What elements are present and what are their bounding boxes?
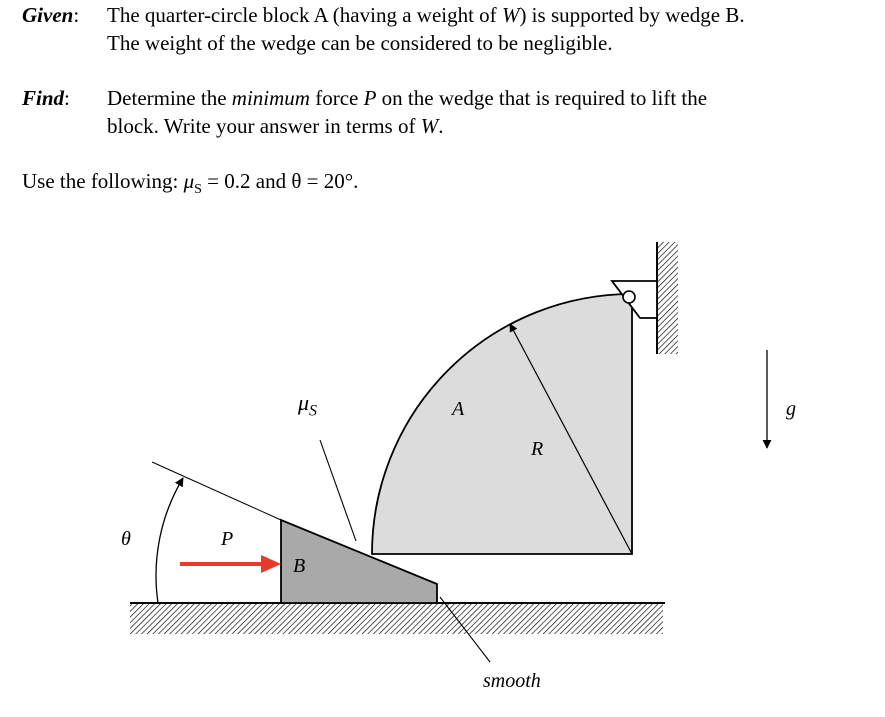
friction-coefficient-label: [298, 392, 317, 422]
find-force-symbol: P: [363, 86, 377, 110]
find-text-1a: Determine the: [107, 86, 232, 110]
wall-hatching: [658, 242, 678, 354]
ground-hatching: [130, 604, 663, 634]
find-minimum: minimum: [231, 86, 310, 110]
find-text-2b: .: [438, 114, 444, 138]
given-text-1a: The quarter-circle block A (having a weight of: [107, 3, 502, 27]
friction-leader-line: [320, 440, 356, 541]
find-text-2a: block. Write your answer in terms of: [107, 114, 421, 138]
given-text-1b: ) is supported by wedge B.: [519, 3, 745, 27]
quarter-circle-block-a: [372, 294, 632, 554]
wedge-b-label: B: [293, 555, 306, 577]
use-text-b: = 0.2 and θ = 20°.: [201, 169, 359, 193]
block-a-label: A: [452, 398, 465, 420]
given-label: Given: [22, 3, 74, 27]
use-text-a: Use the following:: [22, 169, 184, 193]
find-text-1b: force: [309, 86, 364, 110]
friction-mu-subscript: S: [309, 402, 318, 420]
pin-circle: [623, 291, 635, 303]
force-p-arrowhead: [261, 555, 281, 573]
find-weight-symbol: W: [420, 114, 439, 138]
given-text-2: The weight of the wedge can be considered to be negligible.: [107, 31, 613, 55]
friction-mu: μ: [298, 390, 310, 415]
find-colon: :: [64, 86, 70, 110]
smooth-label: smooth: [483, 670, 541, 692]
radius-label: R: [531, 438, 544, 460]
given-colon: :: [73, 3, 80, 27]
find-text-1c: on the wedge that is required to lift the: [376, 86, 708, 110]
incline-extension-line: [152, 462, 281, 520]
find-label: Find: [22, 86, 65, 110]
use-mu-subscript: S: [194, 182, 202, 198]
theta-arc: [156, 478, 183, 603]
use-mu-symbol: μ: [183, 169, 195, 193]
force-p-label: P: [221, 528, 234, 550]
given-weight-symbol: W: [501, 3, 520, 27]
gravity-label: g: [786, 398, 796, 420]
theta-label: θ: [121, 528, 131, 550]
